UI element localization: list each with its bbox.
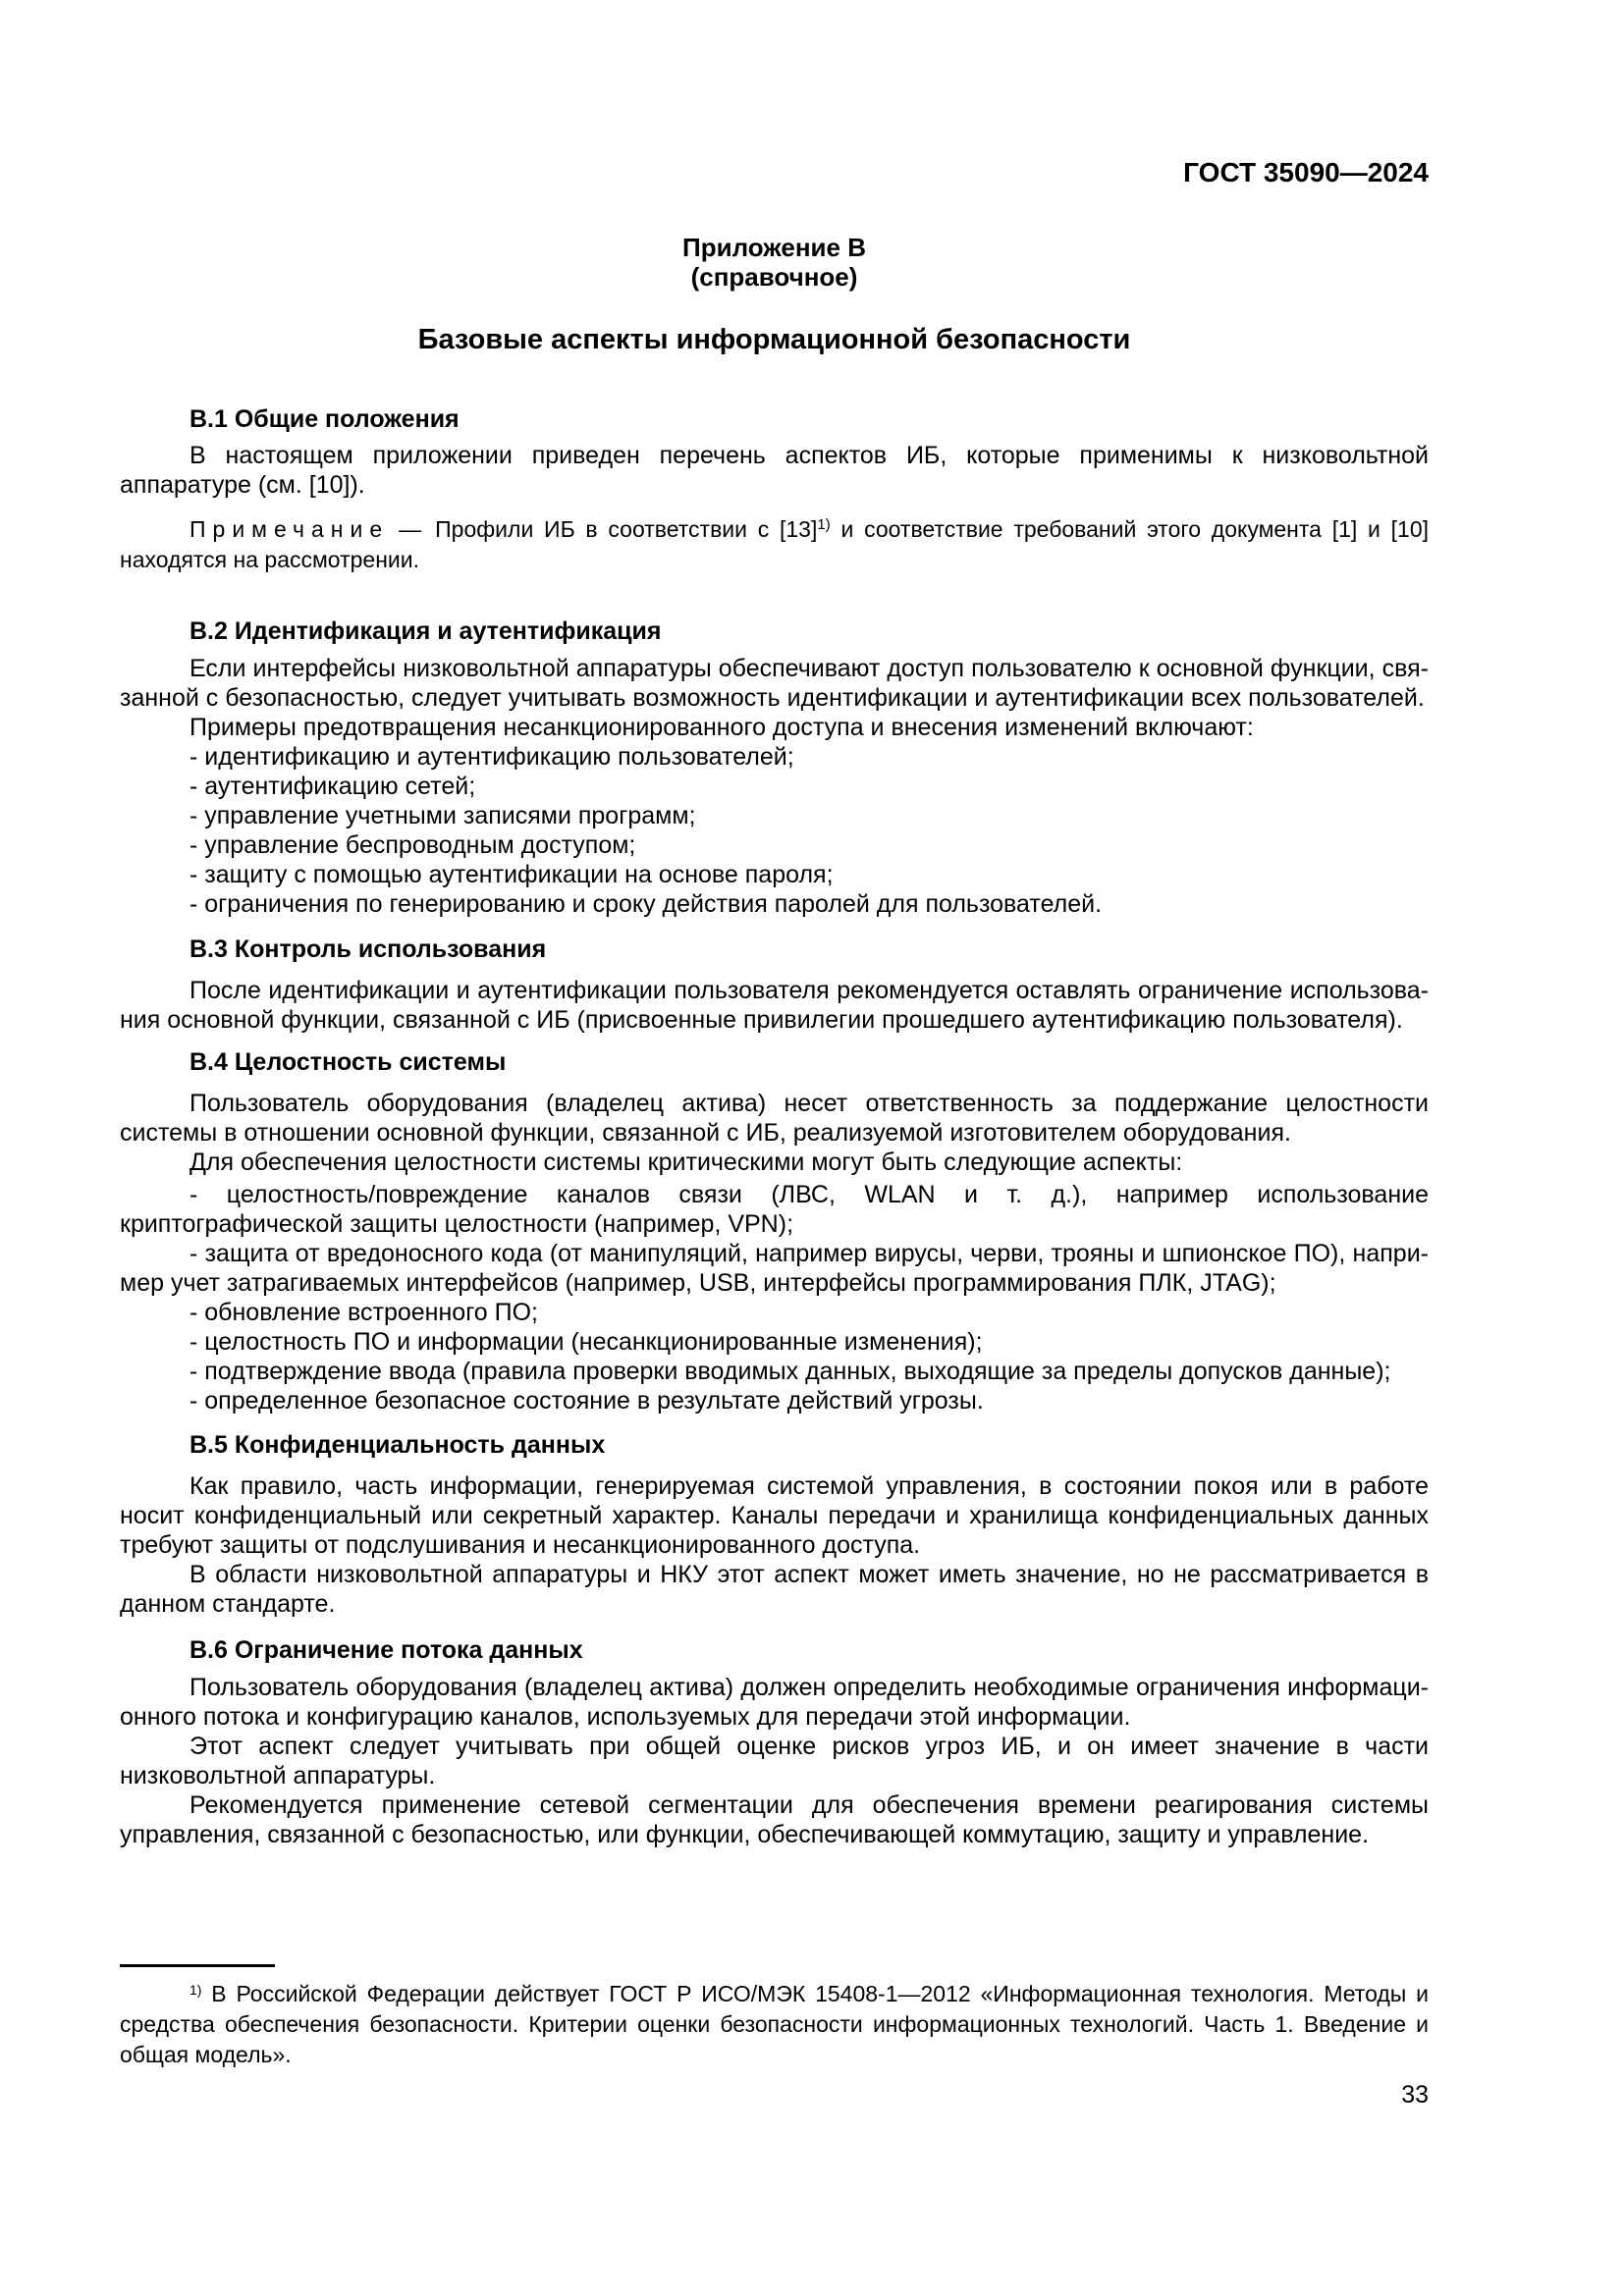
- paragraph: Пользователь оборудования (владелец актива) должен определить необходимые ограничения информационного потока и конфигурацию каналов, используемых для передачи этой информации.: [120, 1674, 1429, 1731]
- page-number: 33: [1401, 2081, 1429, 2109]
- section-heading: В.3 Контроль использования: [189, 935, 547, 963]
- appendix-header: [120, 233, 1429, 292]
- bullet-item: - управление учетными записями программ;: [189, 802, 696, 829]
- footnote: [120, 1979, 1429, 2070]
- bullet-item: - защита от вредоносного кода (от манипуляций, например вирусы, черви, трояны и шпионское ПО), например учет затрагиваемых интерфейсов (например, USB, интерфейсы программирования ПЛК, JTAG);: [120, 1240, 1429, 1297]
- paragraph: Если интерфейсы низковольтной аппаратуры обеспечивают доступ пользователю к основной функции, связанной с безопасностью, следует учитывать возможность идентификации и аутентификации всех пользователей.: [120, 655, 1429, 712]
- bullet-item: - целостность ПО и информации (несанкционированные изменения);: [189, 1328, 983, 1356]
- section-heading: В.2 Идентификация и аутентификация: [189, 617, 662, 645]
- bullet-item: - обновление встроенного ПО;: [189, 1299, 538, 1326]
- paragraph: В области низковольтной аппаратуры и НКУ этот аспект может иметь значение, но не рассматривается в данном стандарте.: [120, 1561, 1429, 1618]
- paragraph: Этот аспект следует учитывать при общей оценке рисков угроз ИБ, и он имеет значение в части низковольтной аппаратуры.: [120, 1733, 1429, 1789]
- note-text-continued: и соответствие требований этого документа [1] и [10] находятся на рассмотрении.: [120, 516, 1429, 572]
- section-heading: В.4 Целостность системы: [189, 1048, 507, 1076]
- bullet-item: - защиту с помощью аутентификации на основе пароля;: [189, 861, 834, 888]
- paragraph: Рекомендуется применение сетевой сегментации для обеспечения времени реагирования системы управления, связанной с безопасностью, или функции, обеспечивающей коммутацию, защиту и управление.: [120, 1791, 1429, 1848]
- paragraph: Для обеспечения целостности системы критическими могут быть следующие аспекты:: [189, 1148, 1183, 1176]
- paragraph: После идентификации и аутентификации пользователя рекомендуется оставлять ограничение использования основной функции, связанной с ИБ (присвоенные привилегии прошедшего аутентификацию пользователя).: [120, 977, 1429, 1034]
- bullet-list: [120, 1180, 1429, 1415]
- bullet-item: - целостность/повреждение каналов связи (ЛВС, WLAN и т. д.), например использование криптографической защиты целостности (например, VPN);: [120, 1181, 1429, 1238]
- note: [120, 514, 1429, 575]
- bullet-item: - управление беспроводным доступом;: [189, 831, 636, 859]
- footnote-separator: [120, 1964, 275, 1967]
- footnote-ref: 1): [817, 516, 831, 533]
- bullet-item: - определенное безопасное состояние в результате действий угрозы.: [189, 1387, 984, 1415]
- section-b6: [120, 1635, 1429, 1849]
- section-b1: [120, 404, 1429, 575]
- section-heading: В.5 Конфиденциальность данных: [189, 1431, 606, 1459]
- document-title: Базовые аспекты информационной безопасности: [417, 324, 1131, 355]
- section-heading: В.6 Ограничение потока данных: [189, 1636, 583, 1664]
- paragraph: В настоящем приложении приведен перечень аспектов ИБ, которые применимы к низковольтной аппаратуре (см. [10]).: [120, 442, 1429, 499]
- appendix-label: Приложение В: [682, 233, 866, 262]
- bullet-list: [120, 742, 1429, 919]
- paragraph: Пользователь оборудования (владелец актива) несет ответственность за поддержание целостности системы в отношении основной функции, связанной с ИБ, реализуемой изготовителем оборудования.: [120, 1090, 1429, 1147]
- section-heading: В.1 Общие положения: [189, 405, 460, 433]
- doc-number: ГОСТ 35090—2024: [1183, 157, 1429, 187]
- appendix-type: (справочное): [690, 262, 858, 292]
- section-b2: [120, 616, 1429, 919]
- bullet-item: - ограничения по генерированию и сроку действия паролей для пользователей.: [189, 890, 1103, 918]
- section-b4: [120, 1047, 1429, 1415]
- paragraph: Примеры предотвращения несанкционированного доступа и внесения изменений включают:: [189, 714, 1254, 741]
- footnote-text: В Российской Федерации действует ГОСТ Р ИСО/МЭК 15408-1—2012 «Информационная технология. Методы и средства обеспечения безопасности. Критерии оценки безопасности информационных технологий. Часть 1. Введение и общая модель».: [120, 1981, 1429, 2067]
- bullet-item: - подтверждение ввода (правила проверки вводимых данных, выходящие за пределы допусков данные);: [189, 1358, 1391, 1385]
- note-text: Профили ИБ в соответствии с [13]: [435, 516, 818, 542]
- note-dash: —: [399, 516, 422, 542]
- bullet-item: - аутентификацию сетей;: [189, 773, 476, 800]
- section-b5: [120, 1430, 1429, 1619]
- note-label: Примечание: [189, 516, 390, 542]
- bullet-item: - идентификацию и аутентификацию пользователей;: [189, 743, 794, 771]
- section-b3: [120, 934, 1429, 1035]
- footnote-marker: 1): [189, 1982, 202, 1998]
- paragraph: Как правило, часть информации, генерируемая системой управления, в состоянии покоя или в работе носит конфиденциальный или секретный характер. Каналы передачи и хранилища конфиденциальных данных требуют защиты от подслушивания и несанкционированного доступа.: [120, 1472, 1429, 1559]
